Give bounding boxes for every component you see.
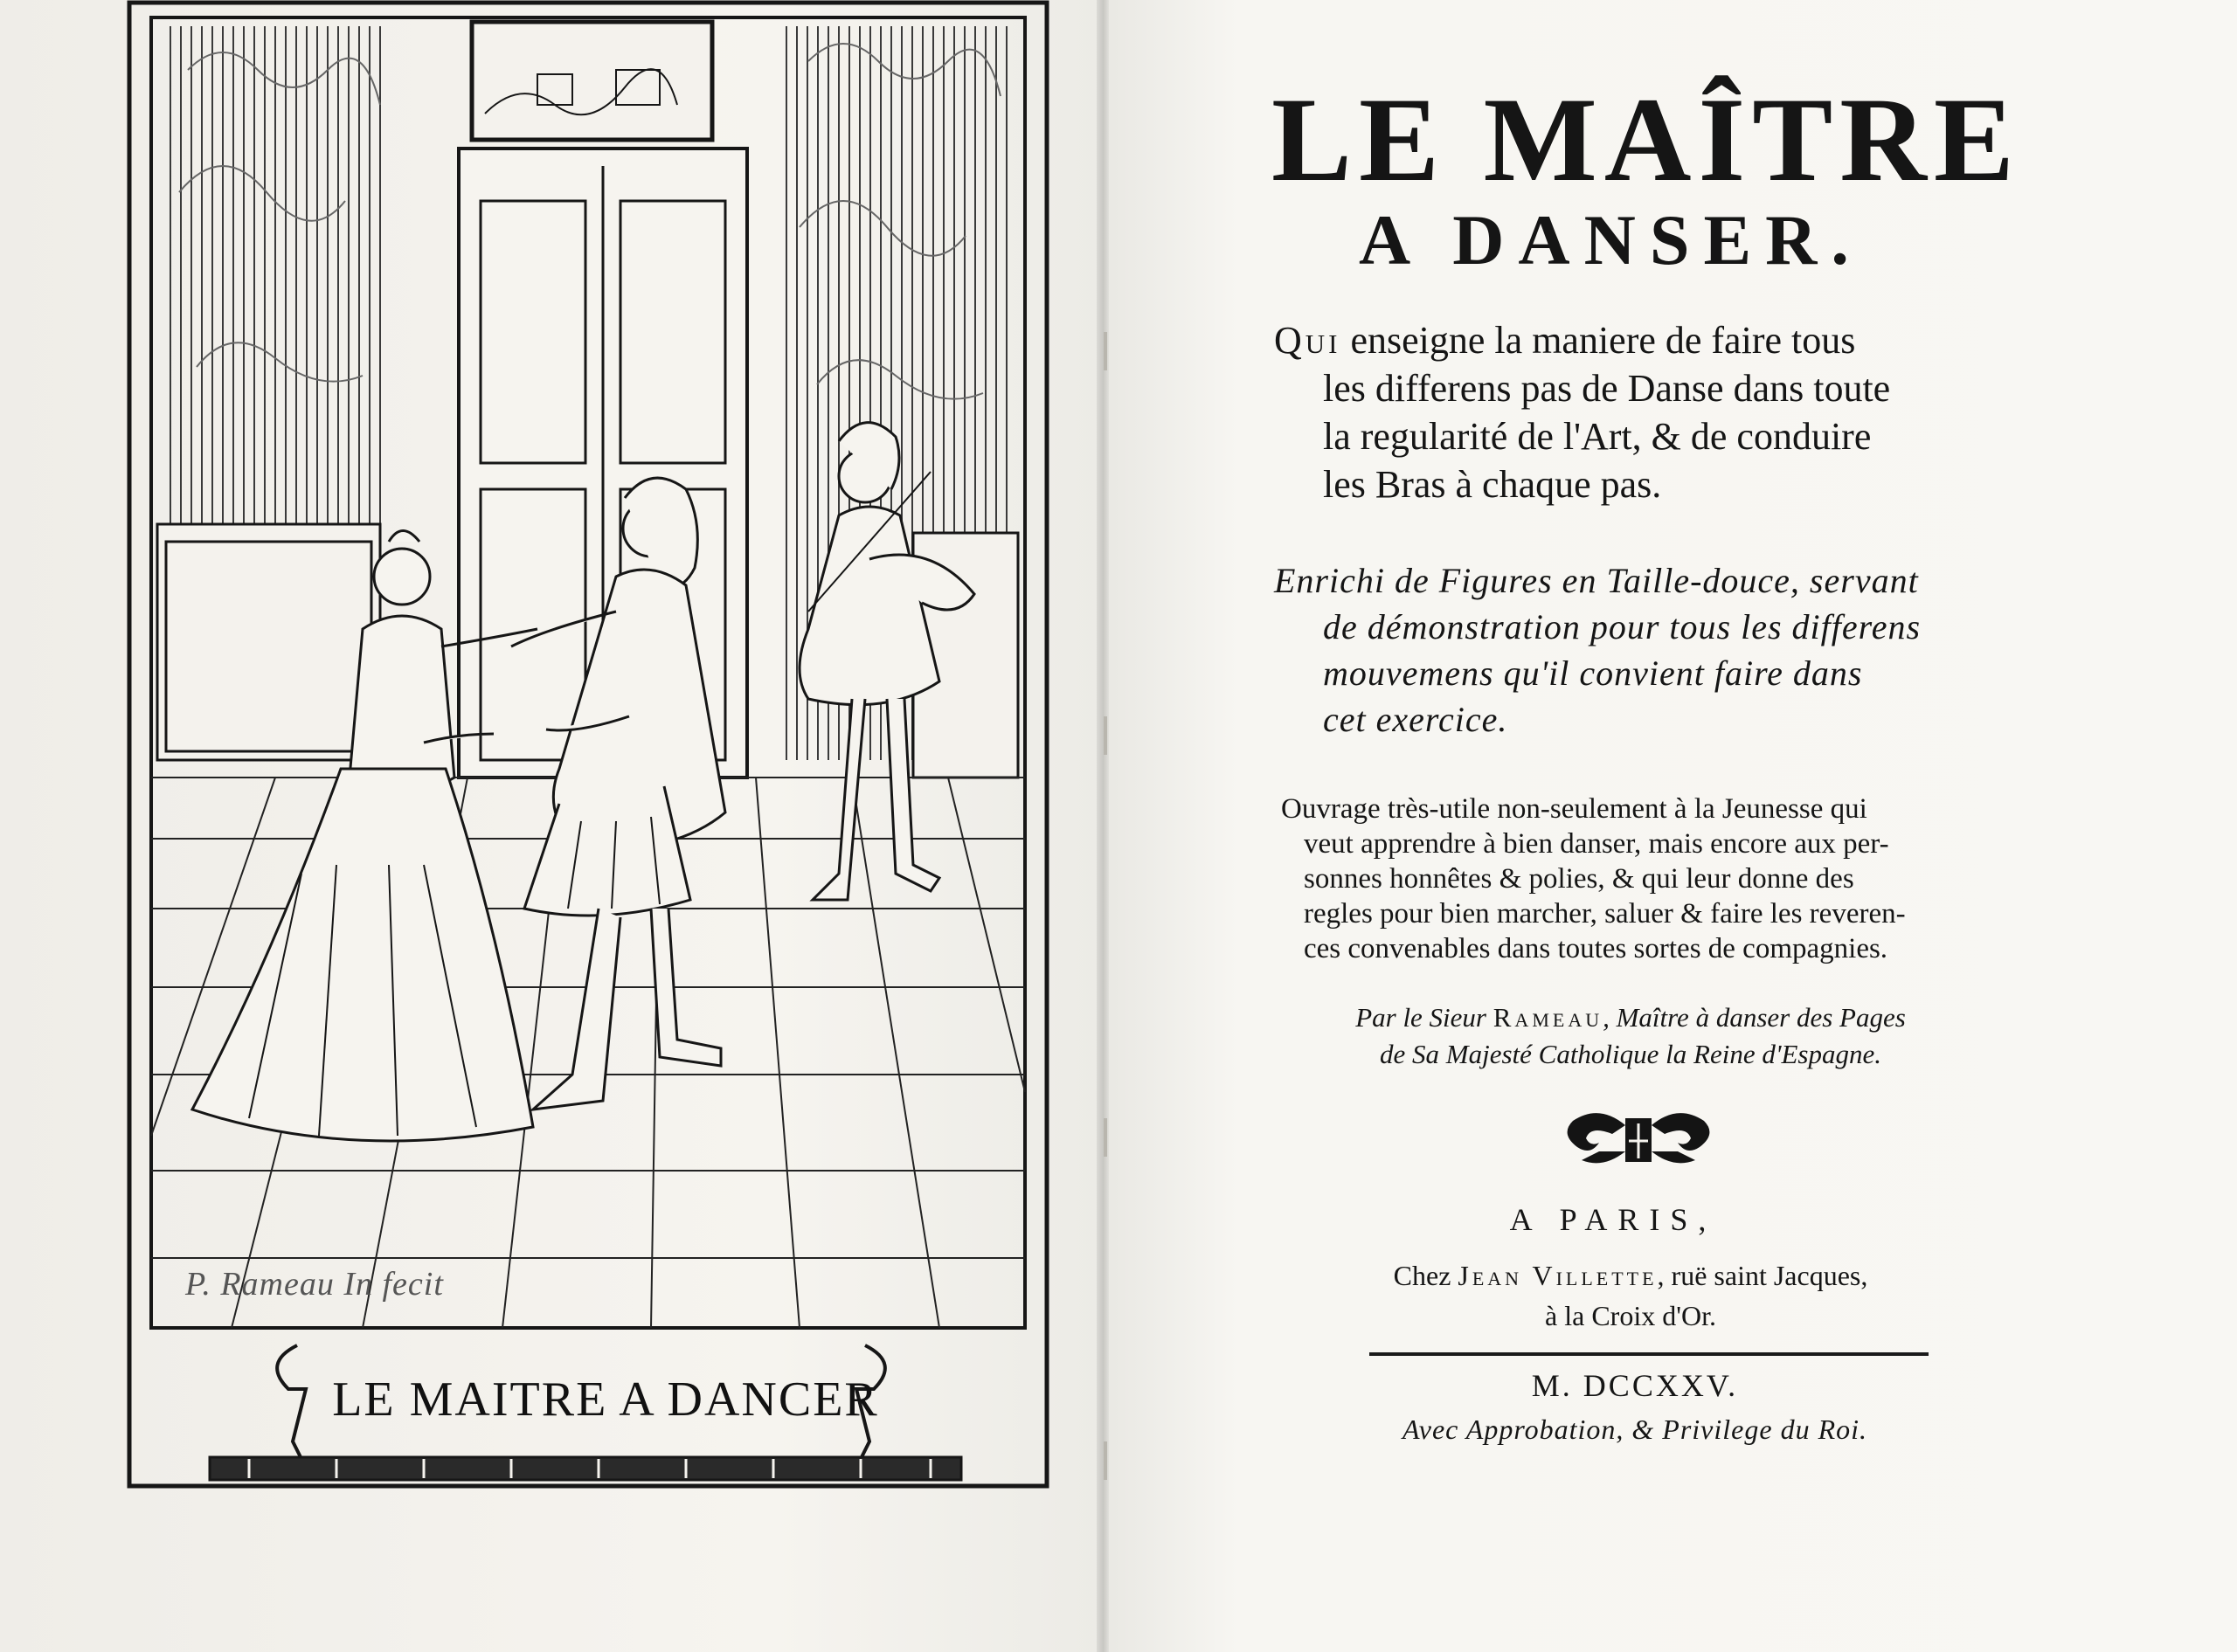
left-wainscot bbox=[157, 524, 380, 760]
enrichi-line: mouvemens qu'il convient faire dans bbox=[1323, 653, 1863, 693]
enrichi-line: cet exercice. bbox=[1323, 700, 1508, 739]
binding-stitch bbox=[1104, 332, 1107, 370]
imprint-rule bbox=[1369, 1352, 1929, 1356]
printer-ornament bbox=[1555, 1108, 1721, 1171]
engraver-signature: P. Rameau In fecit bbox=[185, 1266, 444, 1303]
ouvrage-line: ces convenables dans toutes sortes de compagnies. bbox=[1304, 933, 1888, 964]
author-title: , Maître à danser des Pages bbox=[1603, 1002, 1906, 1033]
binding-stitch bbox=[1104, 1118, 1107, 1157]
enrichi-paragraph bbox=[1274, 557, 1973, 743]
description-lead: Qui bbox=[1274, 319, 1341, 362]
description-line: les differens pas de Danse dans toute bbox=[1323, 367, 1891, 410]
ouvrage-line: sonnes honnêtes & polies, & qui leur donne des bbox=[1304, 863, 1854, 895]
imprint-date: M. DCCXXV. bbox=[1531, 1368, 1739, 1403]
imprint-place: A PARIS, bbox=[1509, 1202, 1717, 1237]
author-title-line-2: de Sa Majesté Catholique la Reine d'Espagne. bbox=[1380, 1039, 1881, 1069]
imprint-publisher bbox=[1281, 1255, 1980, 1336]
description-line: les Bras à chaque pas. bbox=[1323, 463, 1662, 506]
binding-stitch bbox=[1104, 716, 1107, 755]
description-paragraph bbox=[1274, 316, 1973, 508]
publisher-prefix: Chez bbox=[1393, 1260, 1451, 1291]
enrichi-line: Enrichi de Figures en Taille-douce, servant bbox=[1274, 561, 1919, 600]
description-line: la regularité de l'Art, & de conduire bbox=[1323, 415, 1872, 458]
author-prefix: Par le Sieur bbox=[1355, 1002, 1486, 1033]
frontispiece-caption: LE MAITRE A DANCER bbox=[332, 1372, 879, 1427]
ouvrage-paragraph bbox=[1281, 791, 1980, 966]
enrichi-line: de démonstration pour tous les differens bbox=[1323, 607, 1922, 646]
imprint-approbation: Avec Approbation, & Privilege du Roi. bbox=[1402, 1414, 1867, 1445]
description-line: enseigne la maniere de faire tous bbox=[1350, 319, 1856, 362]
publisher-sign: à la Croix d'Or. bbox=[1545, 1300, 1716, 1331]
ouvrage-line: regles pour bien marcher, saluer & faire les reveren- bbox=[1304, 898, 1906, 930]
ouvrage-line: Ouvrage très-utile non-seulement à la Jeunesse qui bbox=[1281, 793, 1867, 825]
book-gutter bbox=[1097, 0, 1109, 1652]
author-name: Rameau bbox=[1492, 1002, 1603, 1033]
title-line-2: A DANSER. bbox=[1359, 200, 1863, 280]
binding-stitch bbox=[1104, 1441, 1107, 1480]
author-line bbox=[1281, 999, 1980, 1073]
publisher-address: , ruë saint Jacques, bbox=[1657, 1260, 1868, 1291]
cartouche-base bbox=[210, 1457, 961, 1480]
title-line-1: LE MAÎTRE bbox=[1271, 73, 2021, 206]
overdoor-painting bbox=[472, 22, 712, 140]
publisher-name: Jean Villette bbox=[1458, 1260, 1658, 1291]
ouvrage-line: veut apprendre à bien danser, mais encore aux per- bbox=[1304, 828, 1889, 860]
